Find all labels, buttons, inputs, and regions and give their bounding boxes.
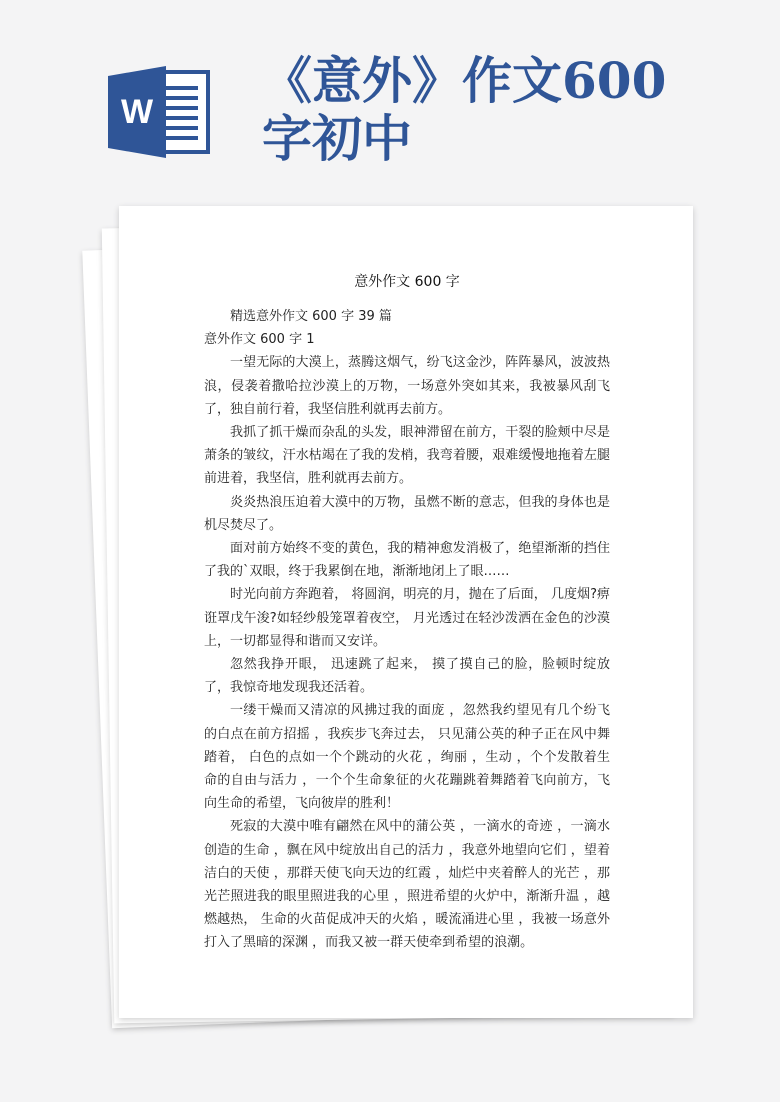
page-body xyxy=(204,271,610,955)
paragraph: 死寂的大漠中唯有翩然在风中的蒲公英 ，一滴水的奇迹 ，一滴水创造的生命 ，飘在风中绽放出自己的活力 ，我意外地望向它们 ，望着洁白的天使 ，那群天使飞向天边的红霞 ，灿烂中夹着醉人的光芒 ，那光芒照进我的眼里照进我的心里 ，照进希望的火炉中，渐渐升温 ，越燃越热， 生命的火苗促成冲天的火焰 ，暖流涌进心里 ，我被一场意外打入了黑暗的深渊 ，而我又被一群天使牵到希望的浪潮。 xyxy=(204,819,610,951)
paragraph-list xyxy=(204,305,610,955)
document-page xyxy=(119,206,693,1018)
paragraph: 炎炎热浪压迫着大漠中的万物，虽燃不断的意志，但我的身体也是机尽焚尽了。 xyxy=(204,494,610,533)
paragraph: 忽然我挣开眼， 迅速跳了起来， 摸了摸自己的脸，脸顿时绽放了，我惊奇地发现我还活着。 xyxy=(204,657,610,696)
paragraph: 一望无际的大漠上，蒸腾这烟气，纷飞这金沙，阵阵暴风，波波热浪，侵袭着撒哈拉沙漠上的万物，一场意外突如其来，我被暴风刮飞了，独自前行着，我坚信胜利就再去前方。 xyxy=(204,355,610,417)
paragraph: 时光向前方奔跑着， 将圆润，明亮的月，抛在了后面， 几度烟?痹诳罩戊午浚?如轻纱般笼罩着夜空， 月光透过在轻沙泼洒在金色的沙漠上，一切都显得和谐而又安详。 xyxy=(204,587,610,649)
document-title: 《意外》作文600字初中 xyxy=(262,51,667,168)
paragraph: 面对前方始终不变的黄色，我的精神愈发消极了，绝望渐渐的挡住了我的`双眼，终于我累倒在地，渐渐地闭上了眼…… xyxy=(204,541,610,580)
paragraph: 精选意外作文 600 字 39 篇 xyxy=(230,309,392,324)
word-document-icon xyxy=(108,66,212,158)
paragraph: 一缕干燥而又清凉的风拂过我的面庞 ，忽然我约望见有几个纷飞的白点在前方招摇 ，我疾步飞奔过去， 只见蒲公英的种子正在风中舞踏着， 白色的点如一个个跳动的火花 ，绚丽 ，生动 ，个个发散着生命的自由与活力 ，一个个生命象征的火花蹦跳着舞踏着飞向前方，飞向生命的希望，飞向彼岸的胜利！ xyxy=(204,703,610,812)
paragraph: 我抓了抓干燥而杂乱的头发，眼神滞留在前方，干裂的脸颊中尽是萧条的皱纹，汗水枯竭在了我的发梢，我弯着腰，艰难缓慢地拖着左腿前进着，我坚信，胜利就再去前方。 xyxy=(204,425,610,487)
paragraph: 意外作文 600 字 1 xyxy=(204,332,315,348)
word-icon-letter: W xyxy=(120,93,154,131)
page-heading: 意外作文 600 字 xyxy=(354,274,460,290)
